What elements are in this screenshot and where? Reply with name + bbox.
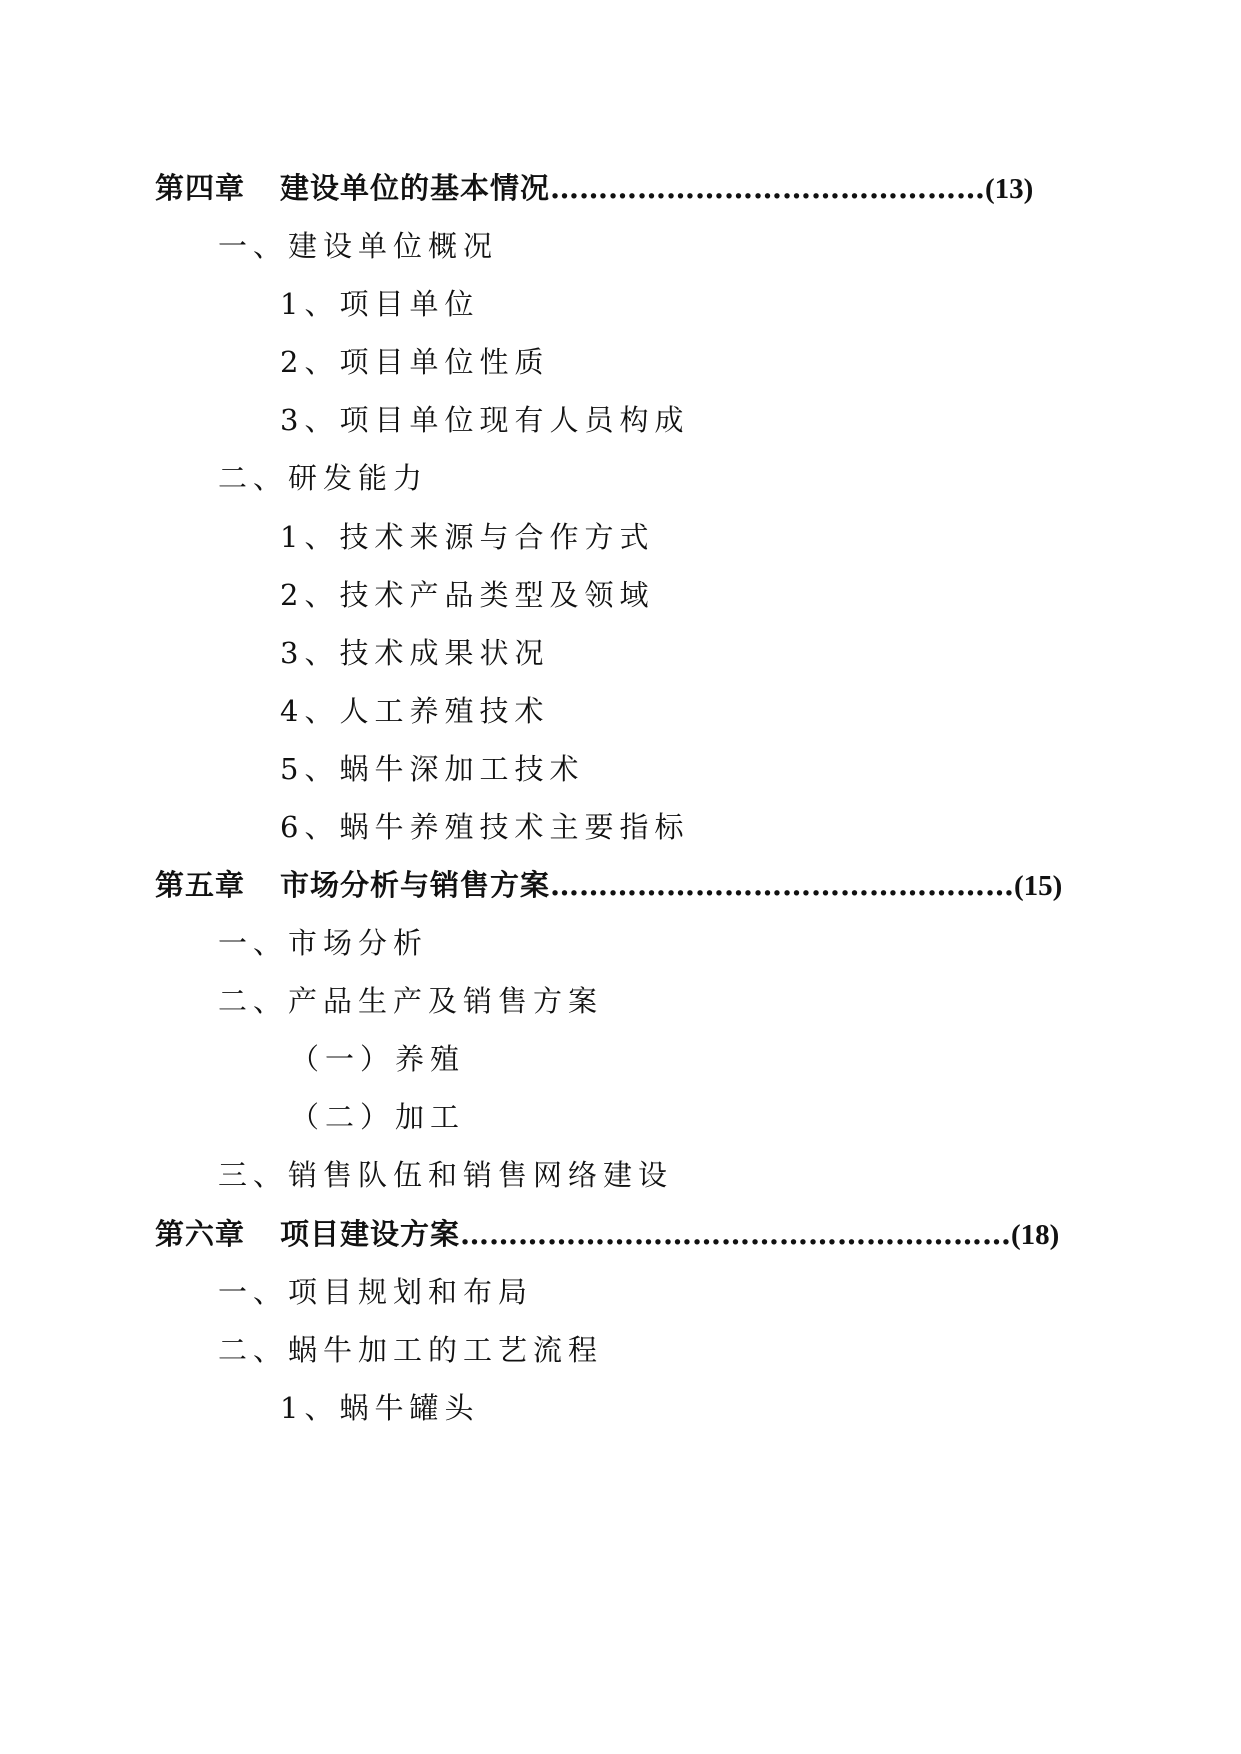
page-number: (15) [1014,870,1063,902]
toc-item: 3、项目单位现有人员构成 [280,403,690,437]
chapter-number: 第四章 [155,171,246,205]
toc-item: 4、人工养殖技术 [280,694,550,728]
toc-chapter-4 [155,163,1033,213]
toc-chapter-6 [155,1209,1059,1259]
toc-chapter-5 [155,860,1062,910]
toc-subsection: （一）养殖 [290,1042,466,1076]
toc-section: 二、产品生产及销售方案 [218,984,604,1018]
toc-section: 一、市场分析 [218,926,429,960]
toc-section: 二、蜗牛加工的工艺流程 [218,1333,604,1367]
page-number: (18) [1011,1219,1060,1251]
toc-subsection: （二）加工 [290,1100,466,1134]
toc-section: 三、销售队伍和销售网络建设 [218,1158,674,1192]
toc-item: 2、项目单位性质 [280,345,550,379]
toc-item: 1、技术来源与合作方式 [280,520,655,554]
toc-item: 1、项目单位 [280,287,480,321]
chapter-title: 市场分析与销售方案 [280,868,551,902]
dot-leader: ………………………………………… [550,868,1015,902]
dot-leader: ………………………………………………… [460,1217,1012,1251]
page-number: (13) [985,173,1034,205]
toc-section: 一、项目规划和布局 [218,1275,534,1309]
chapter-title: 建设单位的基本情况 [280,171,551,205]
chapter-number: 第五章 [155,868,246,902]
toc-item: 5、蜗牛深加工技术 [280,752,585,786]
toc-item: 6、蜗牛养殖技术主要指标 [280,810,690,844]
chapter-title: 项目建设方案 [280,1217,461,1251]
chapter-number: 第六章 [155,1217,246,1251]
toc-section: 二、研发能力 [218,461,429,495]
dot-leader: ……………………………………… [550,171,986,205]
toc-item: 2、技术产品类型及领域 [280,578,655,612]
toc-section: 一、建设单位概况 [218,229,499,263]
toc-item: 3、技术成果状况 [280,636,550,670]
toc-item: 1、蜗牛罐头 [280,1391,480,1425]
